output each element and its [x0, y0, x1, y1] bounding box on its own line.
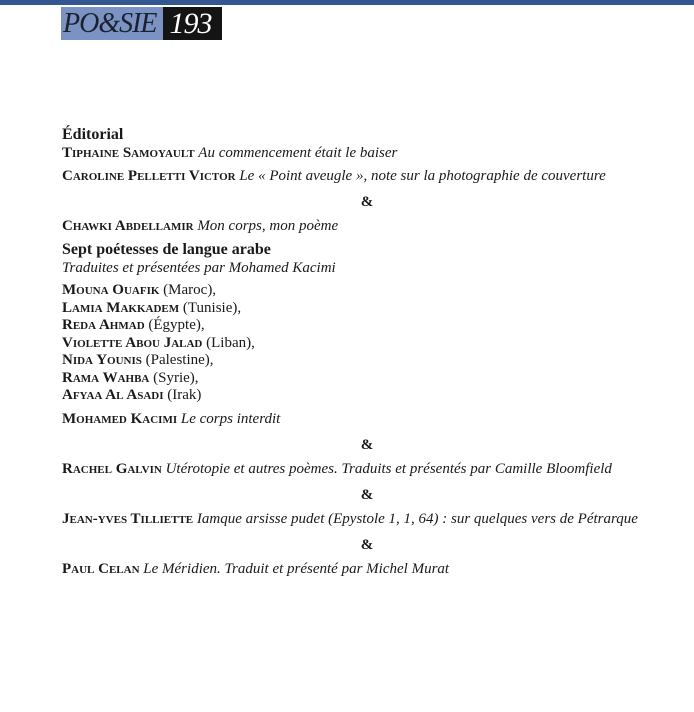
toc-entry [62, 460, 652, 478]
poet-name: Violette Abou Jalad [62, 334, 203, 351]
poet-name: Nida Younis [62, 352, 142, 368]
issue-number: 193 [163, 7, 222, 40]
list-item [62, 335, 652, 353]
toc-entry [62, 410, 652, 428]
poet-name: Afyaa Al Asadi [62, 387, 164, 403]
entry-title: Utérotopie et autres poèmes. Traduits et présentés par Camille Bloomfield [165, 460, 612, 477]
toc-entry [62, 167, 652, 185]
entry-title: Mon corps, mon poème [197, 218, 339, 234]
entry-author: Chawki Abdellamir [62, 218, 194, 234]
poet-name: Rama Wahba [62, 369, 150, 386]
poet-origin: (Maroc), [159, 282, 217, 298]
list-item [62, 370, 652, 388]
poet-name: Mouna Ouafik [62, 282, 160, 298]
table-of-contents [62, 125, 652, 578]
entry-author: Tiphaine Samoyault [62, 145, 195, 161]
journal-name: PO&SIE [61, 7, 163, 40]
toc-entry [62, 144, 652, 162]
toc-entry [62, 560, 652, 578]
poet-origin: (Palestine), [141, 352, 214, 368]
list-item [62, 300, 652, 318]
entry-author: Mohamed Kacimi [62, 410, 178, 427]
poet-name: Lamia Makkadem [62, 299, 180, 316]
list-item [62, 352, 652, 370]
section-separator: & [360, 486, 374, 503]
section-heading: Sept poétesses de langue arabe [62, 241, 271, 258]
entry-author: Rachel Galvin [62, 460, 162, 477]
poet-origin: (Tunisie), [179, 299, 242, 316]
section-separator: & [360, 536, 374, 553]
section-separator: & [360, 194, 374, 210]
entry-title: Le corps interdit [180, 410, 281, 427]
entry-author: Paul Celan [62, 560, 140, 577]
entry-title: Iamque arsisse pudet (Epystole 1, 1, 64) : sur quelques vers de Pétrarque [196, 510, 638, 527]
list-item [62, 282, 652, 300]
section-subtitle: Traduites et présentées par Mohamed Kacimi [62, 260, 336, 276]
toc-entry [62, 217, 652, 235]
journal-logo [61, 7, 222, 40]
poet-list [62, 282, 652, 405]
editorial-heading: Éditorial [62, 126, 124, 143]
poet-origin: (Syrie), [149, 369, 199, 386]
poet-name: Reda Ahmad [62, 317, 145, 333]
entry-author: Caroline Pelletti Victor [62, 168, 236, 184]
section-separator: & [360, 436, 374, 453]
poet-origin: (Irak) [163, 387, 202, 403]
entry-title: Le Méridien. Traduit et présenté par Michel Murat [143, 560, 450, 577]
entry-title: Au commencement était le baiser [198, 145, 398, 161]
list-item [62, 387, 652, 405]
entry-author: Jean-yves Tilliette [62, 510, 194, 527]
list-item [62, 317, 652, 335]
poet-origin: (Égypte), [144, 317, 205, 333]
toc-entry [62, 510, 652, 528]
poet-origin: (Liban), [202, 334, 255, 351]
top-rule [0, 0, 694, 5]
entry-title: Le « Point aveugle », note sur la photographie de couverture [239, 168, 606, 184]
